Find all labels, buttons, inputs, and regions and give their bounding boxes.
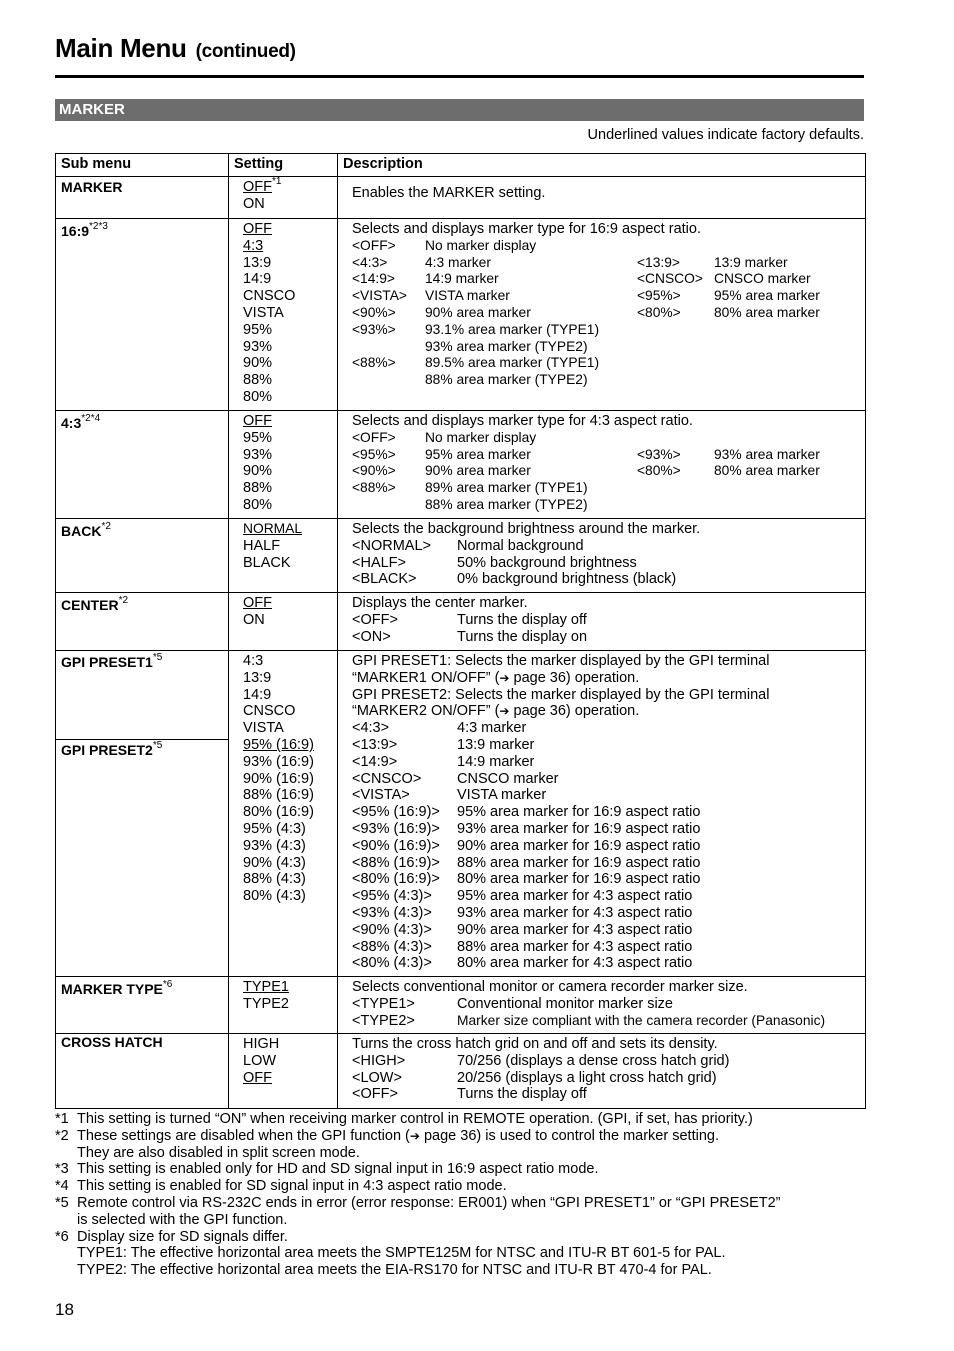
footnote-mark: *6 — [55, 1228, 69, 1245]
option-value: 80% area marker — [714, 304, 820, 320]
sub-menu-gpi-preset — [56, 651, 229, 977]
option-key: <95%> — [637, 288, 681, 304]
option-key — [637, 355, 714, 372]
option-value: Marker size compliant with the camera recorder (Panasonic) — [457, 1012, 826, 1028]
option-value: 80% area marker for 4:3 aspect ratio — [457, 955, 693, 972]
setting-value: 13:9 — [243, 669, 272, 686]
option-key: <CNSCO> — [352, 770, 422, 787]
setting-value: OFF — [243, 595, 272, 611]
table-row-marker — [56, 177, 866, 219]
table-row-center — [56, 593, 866, 651]
table-row-marker-type — [56, 977, 866, 1034]
setting-value: 95% — [243, 429, 273, 446]
table-header-row — [56, 154, 866, 177]
table-row-back — [56, 519, 866, 593]
setting-value: 95% (16:9) — [243, 736, 314, 753]
option-key: <93%> — [352, 321, 396, 337]
option-key: <HALF> — [352, 554, 406, 571]
footnote-text: This setting is turned “ON” when receiving marker control in REMOTE operation. (GPI, if set, has priority.) — [77, 1111, 753, 1127]
setting-value: HIGH — [243, 1036, 280, 1052]
defaults-note: Underlined values indicate factory defaults. — [587, 127, 864, 143]
settings-16-9 — [229, 219, 338, 411]
option-key: <NORMAL> — [352, 537, 431, 554]
table-row-4-3 — [56, 411, 866, 519]
option-row — [352, 955, 857, 972]
option-key: <95% (16:9)> — [352, 804, 440, 821]
desc-back — [338, 519, 866, 593]
option-row — [352, 871, 857, 888]
footnote-ref: *5 — [152, 740, 163, 752]
page-title: Main Menu (continued) — [55, 33, 296, 63]
setting-value: HALF — [243, 537, 281, 554]
footnote-ref: *2*3 — [89, 221, 108, 233]
option-key — [637, 497, 714, 514]
option-key: <90% (4:3)> — [352, 921, 432, 938]
footnote — [55, 1111, 875, 1128]
option-value: CNSCO marker — [457, 770, 559, 787]
header-description: Description — [338, 154, 866, 177]
sub-menu-center: CENTER$^{*2}$ — [56, 593, 229, 651]
description-text: Selects the background brightness around the marker. — [352, 521, 701, 537]
title-divider — [55, 75, 864, 78]
option-list — [352, 538, 857, 588]
option-value: No marker display — [425, 237, 537, 253]
option-row — [352, 255, 857, 272]
footnote-text: Display size for SD signals differ. — [77, 1228, 288, 1245]
option-key: <TYPE1> — [352, 995, 415, 1012]
option-key: <88% (4:3)> — [352, 938, 432, 955]
option-key — [352, 497, 425, 514]
setting-value: OFF — [243, 413, 272, 429]
option-value: 93.1% area marker (TYPE1) — [425, 321, 600, 337]
setting-value: OFF — [243, 221, 272, 237]
settings-gpi-preset — [229, 651, 338, 977]
option-value: VISTA marker — [425, 288, 510, 304]
option-row — [352, 339, 857, 356]
footnote-mark: *4 — [55, 1178, 69, 1195]
footnote-text: They are also disabled in split screen mode. — [77, 1144, 360, 1161]
setting-value: 95% (4:3) — [243, 820, 306, 837]
option-value: 4:3 marker — [457, 720, 527, 737]
option-row — [352, 612, 857, 629]
desc-4-3 — [338, 411, 866, 519]
settings-center — [229, 593, 338, 651]
setting-value: VISTA — [243, 720, 284, 737]
setting-value: 4:3 — [243, 237, 264, 254]
option-row — [352, 447, 857, 464]
option-key — [637, 430, 714, 447]
option-key: <HIGH> — [352, 1052, 406, 1069]
description-text: Turns the cross hatch grid on and off and sets its density. — [352, 1036, 718, 1052]
section-title: MARKER — [55, 99, 864, 121]
footnote-mark: *2 — [55, 1127, 69, 1144]
option-row — [352, 430, 857, 447]
option-key: <14:9> — [352, 753, 398, 770]
option-row — [352, 238, 857, 255]
option-row — [352, 838, 857, 855]
option-row — [352, 804, 857, 821]
footnote — [55, 1178, 875, 1195]
desc-center — [338, 593, 866, 651]
option-value: 88% area marker for 4:3 aspect ratio — [457, 938, 693, 955]
setting-value: TYPE2 — [243, 995, 289, 1012]
footnote-ref: *5 — [152, 652, 163, 664]
option-value: 89% area marker (TYPE1) — [425, 480, 588, 496]
description-text: Selects and displays marker type for 4:3 aspect ratio. — [352, 413, 693, 429]
option-key — [637, 372, 714, 389]
option-key: <93% (16:9)> — [352, 820, 440, 837]
table-row-gpi-preset — [56, 651, 866, 977]
option-row — [352, 555, 857, 572]
option-row — [352, 538, 857, 555]
header-sub-menu: Sub menu — [56, 154, 229, 177]
option-key: <OFF> — [352, 237, 396, 253]
option-row — [352, 571, 857, 588]
setting-value: OFF — [243, 1069, 272, 1086]
option-key: <90%> — [352, 463, 396, 479]
option-list — [352, 430, 857, 514]
table-row-16-9 — [56, 219, 866, 411]
option-value: 13:9 marker — [714, 254, 788, 270]
sub-menu-marker: MARKER — [56, 177, 229, 219]
option-row — [352, 821, 857, 838]
option-value: 89.5% area marker (TYPE1) — [425, 355, 600, 371]
desc-gpi-preset — [338, 651, 866, 977]
footnote — [55, 1229, 875, 1279]
option-value: 93% area marker — [714, 446, 820, 462]
settings-4-3 — [229, 411, 338, 519]
option-key: <88% (16:9)> — [352, 854, 440, 871]
setting-value: 90% (4:3) — [243, 854, 306, 871]
option-row — [352, 905, 857, 922]
footnote-ref: *2*4 — [81, 413, 101, 425]
setting-value: CNSCO — [243, 288, 296, 305]
option-value: Conventional monitor marker size — [457, 995, 673, 1012]
option-value: 93% area marker (TYPE2) — [425, 338, 588, 354]
arrow-right-icon: ➔ — [499, 670, 510, 685]
footnote — [55, 1195, 875, 1229]
footnote — [55, 1161, 875, 1178]
option-value: 20/256 (displays a light cross hatch grid) — [457, 1069, 717, 1086]
option-value: 93% area marker for 16:9 aspect ratio — [457, 820, 701, 837]
page-header — [55, 33, 863, 64]
option-value: 95% area marker — [425, 446, 531, 462]
option-value: No marker display — [425, 429, 537, 445]
footnote-mark: *5 — [55, 1194, 69, 1211]
option-row — [352, 737, 857, 754]
option-value: 88% area marker (TYPE2) — [425, 372, 588, 388]
option-row — [352, 855, 857, 872]
option-row — [352, 996, 857, 1013]
option-value: Turns the display on — [457, 628, 588, 645]
setting-value: 90% — [243, 463, 273, 480]
option-value: 95% area marker — [714, 288, 820, 304]
option-key: <93% (4:3)> — [352, 904, 432, 921]
option-row — [352, 372, 857, 389]
option-row — [352, 888, 857, 905]
desc-cross-hatch — [338, 1034, 866, 1109]
setting-value: 88% (4:3) — [243, 871, 306, 888]
desc-marker-type — [338, 977, 866, 1034]
sub-menu-cross-hatch: CROSS HATCH — [56, 1034, 229, 1109]
option-key: <93%> — [637, 446, 681, 462]
option-value: 14:9 marker — [457, 753, 535, 770]
option-row — [352, 939, 857, 956]
option-key — [637, 339, 714, 356]
option-value: 88% area marker (TYPE2) — [425, 496, 588, 512]
option-key: <ON> — [352, 628, 391, 645]
setting-value: ON — [243, 195, 265, 212]
option-value: 95% area marker for 16:9 aspect ratio — [457, 804, 701, 821]
footnote-ref: *2 — [101, 521, 111, 533]
option-key — [637, 480, 714, 497]
option-value: 90% area marker — [425, 463, 531, 479]
footnote-text: is selected with the GPI function. — [77, 1211, 288, 1228]
footnote-text: Remote control via RS-232C ends in error (error response: ER001) when “GPI PRESET1” or “GPI PRESET2” — [77, 1194, 781, 1211]
setting-value: 93% — [243, 338, 273, 355]
settings-marker-type — [229, 977, 338, 1034]
option-value: 13:9 marker — [457, 736, 535, 753]
option-key: <90%> — [352, 304, 396, 320]
option-key: <4:3> — [352, 254, 388, 270]
option-value: 70/256 (displays a dense cross hatch grid) — [457, 1052, 730, 1069]
option-value: 80% area marker for 16:9 aspect ratio — [457, 871, 701, 888]
footnote-text: These settings are disabled when the GPI function (➔ page 36) is used to control the marker setting. — [77, 1127, 719, 1144]
option-row — [352, 271, 857, 288]
setting-value: 4:3 — [243, 653, 264, 669]
footnote-ref: *1 — [272, 176, 282, 188]
option-key: <14:9> — [352, 271, 395, 287]
option-key: <80% (16:9)> — [352, 871, 440, 888]
description-text: Displays the center marker. — [352, 595, 528, 611]
option-row — [352, 1053, 857, 1070]
setting-value: 14:9 — [243, 686, 272, 703]
option-row — [352, 480, 857, 497]
option-key — [352, 339, 425, 356]
setting-value: NORMAL — [243, 521, 303, 536]
sub-menu-marker-type: MARKER TYPE$^{*6}$ — [56, 977, 229, 1034]
option-value: 0% background brightness (black) — [457, 571, 677, 588]
setting-value: LOW — [243, 1052, 277, 1069]
desc-marker: Enables the MARKER setting. — [338, 177, 866, 219]
footnote-text: TYPE2: The effective horizontal area meets the EIA-RS170 for NTSC and ITU-R BT 470-4 for PAL. — [77, 1262, 712, 1279]
arrow-right-icon: ➔ — [499, 704, 510, 719]
settings-marker — [229, 177, 338, 219]
setting-value: 93% (16:9) — [243, 753, 314, 770]
option-value: 90% area marker for 16:9 aspect ratio — [457, 837, 701, 854]
setting-value: OFF — [243, 179, 272, 195]
option-value: VISTA marker — [457, 787, 547, 804]
setting-value: 80% — [243, 388, 273, 405]
option-key — [352, 372, 425, 389]
option-row — [352, 720, 857, 737]
option-key: <13:9> — [352, 736, 398, 753]
header-setting: Setting — [229, 154, 338, 177]
option-value: 4:3 marker — [425, 254, 491, 270]
setting-value: VISTA — [243, 304, 284, 321]
option-key: <80%> — [637, 304, 681, 320]
description-text: GPI PRESET1: Selects the marker displayed by the GPI terminal — [352, 653, 770, 669]
option-key: <BLACK> — [352, 571, 417, 588]
option-value: CNSCO marker — [714, 271, 811, 287]
table-row-cross-hatch — [56, 1034, 866, 1109]
setting-value: 88% (16:9) — [243, 787, 314, 804]
option-row — [352, 922, 857, 939]
arrow-right-icon: ➔ — [409, 1128, 420, 1143]
option-key: <VISTA> — [352, 288, 407, 304]
option-row — [352, 1013, 857, 1030]
option-row — [352, 629, 857, 646]
option-key: <VISTA> — [352, 787, 410, 804]
option-key: <88%> — [352, 355, 396, 371]
option-key: <OFF> — [352, 429, 396, 445]
setting-value: BLACK — [243, 554, 291, 571]
option-value: Normal background — [457, 537, 584, 554]
description-text: GPI PRESET2: Selects the marker displayed by the GPI terminal — [352, 686, 770, 703]
option-key: <95% (4:3)> — [352, 888, 432, 905]
setting-value: 93% (4:3) — [243, 837, 306, 854]
footnote-ref: *2 — [118, 595, 129, 607]
setting-value: TYPE1 — [243, 979, 289, 995]
setting-value: 80% — [243, 496, 273, 513]
page-number: 18 — [55, 1300, 74, 1319]
option-row — [352, 787, 857, 804]
sub-menu-16-9: $16:9^{*2*3}$ — [56, 219, 229, 411]
option-value: 90% area marker — [425, 304, 531, 320]
description-text: Selects and displays marker type for 16:9 aspect ratio. — [352, 221, 701, 237]
option-list — [352, 1053, 857, 1103]
setting-value: CNSCO — [243, 703, 296, 720]
marker-settings-table — [55, 153, 866, 1109]
option-row — [352, 771, 857, 788]
option-row — [352, 355, 857, 372]
option-key: <80%> — [637, 463, 681, 479]
footnote-mark: *1 — [55, 1111, 69, 1127]
footnote-mark: *3 — [55, 1161, 69, 1178]
footnote — [55, 1128, 875, 1162]
setting-value: ON — [243, 611, 265, 628]
setting-value: 80% (4:3) — [243, 888, 306, 905]
description-text: Selects conventional monitor or camera recorder marker size. — [352, 979, 748, 995]
option-list — [352, 612, 857, 646]
option-key: <90% (16:9)> — [352, 837, 440, 854]
page-subtitle: (continued) — [195, 41, 296, 62]
sub-menu-gpi-preset1: GPI PRESET1$^{*5}$ — [61, 652, 163, 670]
sub-menu-4-3: $4:3^{*2*4}$ — [56, 411, 229, 519]
option-key: <88%> — [352, 480, 396, 496]
option-list — [352, 720, 857, 972]
option-value: 93% area marker for 4:3 aspect ratio — [457, 904, 693, 921]
option-row — [352, 1070, 857, 1087]
option-key: <80% (4:3)> — [352, 955, 432, 972]
sub-menu-back: BACK$^{*2}$ — [56, 519, 229, 593]
option-key — [637, 322, 714, 339]
option-row — [352, 1086, 857, 1103]
option-key: <4:3> — [352, 720, 390, 737]
setting-value: 14:9 — [243, 271, 272, 288]
sub-menu-gpi-preset2: GPI PRESET2$^{*5}$ — [56, 739, 228, 759]
option-list — [352, 996, 857, 1030]
settings-back — [229, 519, 338, 593]
option-value: 95% area marker for 4:3 aspect ratio — [457, 888, 693, 905]
description-text: “MARKER2 ON/OFF” (➔ page 36) operation. — [352, 703, 640, 720]
footnote-ref: *6 — [162, 979, 173, 991]
option-row — [352, 497, 857, 514]
option-key: <LOW> — [352, 1069, 402, 1086]
option-key — [637, 238, 714, 255]
footnote-text: TYPE1: The effective horizontal area meets the SMPTE125M for NTSC and ITU-R BT 601-5 for PAL. — [77, 1245, 726, 1262]
settings-cross-hatch — [229, 1034, 338, 1109]
option-key: <OFF> — [352, 1086, 398, 1103]
description-text: “MARKER1 ON/OFF” (➔ page 36) operation. — [352, 669, 640, 686]
option-value: 88% area marker for 16:9 aspect ratio — [457, 854, 701, 871]
option-value: 50% background brightness — [457, 554, 637, 571]
footnotes — [55, 1111, 875, 1279]
option-key: <95%> — [352, 446, 396, 462]
setting-value: 90% (16:9) — [243, 770, 314, 787]
option-value: 80% area marker — [714, 463, 820, 479]
option-list — [352, 238, 857, 389]
footnote-text: This setting is enabled for SD signal input in 4:3 aspect ratio mode. — [77, 1178, 507, 1195]
setting-value: 95% — [243, 321, 273, 338]
setting-value: 93% — [243, 446, 273, 463]
option-value: Turns the display off — [457, 611, 587, 628]
setting-value: 88% — [243, 480, 273, 497]
option-value: Turns the display off — [457, 1086, 587, 1103]
option-key: <OFF> — [352, 611, 398, 628]
option-key: <13:9> — [637, 254, 680, 270]
option-key: <TYPE2> — [352, 1012, 415, 1029]
option-value: 90% area marker for 4:3 aspect ratio — [457, 921, 693, 938]
footnote-text: This setting is enabled only for HD and SD signal input in 16:9 aspect ratio mode. — [77, 1161, 599, 1178]
option-row — [352, 288, 857, 305]
option-row — [352, 463, 857, 480]
option-value: 14:9 marker — [425, 271, 499, 287]
option-row — [352, 305, 857, 322]
option-key: <CNSCO> — [637, 271, 703, 287]
setting-value: 88% — [243, 372, 273, 389]
setting-value: 13:9 — [243, 254, 272, 271]
desc-16-9 — [338, 219, 866, 411]
setting-value: 90% — [243, 355, 273, 372]
option-row — [352, 322, 857, 339]
option-row — [352, 754, 857, 771]
setting-value: 80% (16:9) — [243, 804, 314, 821]
